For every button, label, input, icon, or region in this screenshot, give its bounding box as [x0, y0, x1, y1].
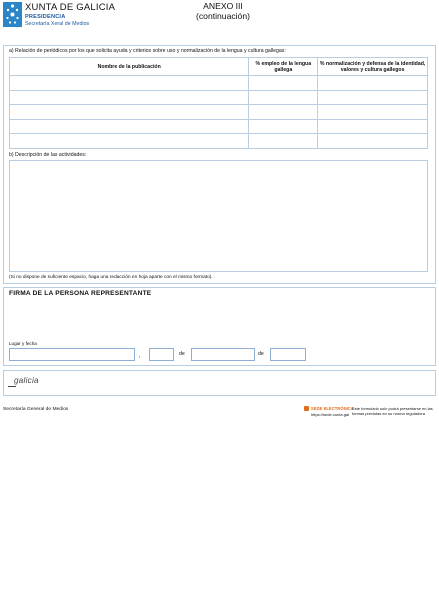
day-input[interactable]	[149, 348, 174, 361]
space-note: (Si no dispone de suficiente espacio, haga una redacción en hoja aparte con el mismo formato).	[9, 275, 213, 280]
table-header-row	[10, 58, 428, 76]
footer-note: Este formulario solo podrá presentarse en las formas previstas en su norma reguladora	[352, 406, 433, 416]
publication-name-cell[interactable]	[10, 119, 249, 134]
org-name: XUNTA DE GALICIA	[25, 2, 116, 13]
normalization-cell[interactable]	[318, 90, 428, 105]
sede-electronica-link[interactable]: https://sede.xunta.gal	[311, 412, 350, 417]
month-input[interactable]	[191, 348, 255, 361]
publications-table	[9, 57, 428, 149]
xunta-logo-icon	[3, 2, 22, 27]
column-header-galician-use: % empleo de la lengua gallega	[249, 58, 318, 76]
footer-secretariat: Secretaría General de Medios	[3, 407, 69, 412]
activities-description-field[interactable]	[9, 160, 428, 272]
place-input[interactable]	[9, 348, 135, 361]
signature-title: FIRMA DE LA PERSONA REPRESENTANTE	[9, 290, 152, 297]
normalization-cell[interactable]	[318, 134, 428, 149]
section-a-title: a) Relación de periódicos por los que solicita ayuda y criterios sobre uso y normalización de la lengua y cultura gallegas:	[9, 48, 286, 54]
galician-use-cell[interactable]	[249, 90, 318, 105]
publication-name-cell[interactable]	[10, 76, 249, 91]
sede-electronica-label: SEDE ELECTRÓNICA	[311, 406, 354, 411]
secretariat-name: Secretaría Xeral de Medios	[25, 21, 90, 27]
galicia-logo-mark	[8, 386, 16, 387]
column-header-publication: Nombre de la publicación	[10, 58, 249, 76]
galician-use-cell[interactable]	[249, 76, 318, 91]
publication-name-cell[interactable]	[10, 90, 249, 105]
galician-use-cell[interactable]	[249, 119, 318, 134]
galician-use-cell[interactable]	[249, 134, 318, 149]
table-row	[10, 90, 428, 105]
publication-name-cell[interactable]	[10, 134, 249, 149]
year-input[interactable]	[270, 348, 306, 361]
normalization-cell[interactable]	[318, 119, 428, 134]
annex-heading	[188, 1, 258, 21]
galician-use-cell[interactable]	[249, 105, 318, 120]
table-row	[10, 134, 428, 149]
table-row	[10, 119, 428, 134]
comma-separator: ,	[139, 353, 141, 359]
de-label-1: de	[179, 351, 185, 357]
table-row	[10, 105, 428, 120]
place-date-label: Lugar y fecha	[9, 341, 37, 346]
section-b-title: b) Descripción de las actividades:	[9, 152, 87, 158]
de-label-2: de	[258, 351, 264, 357]
annex-subtitle: (continuación)	[196, 11, 250, 21]
galicia-brand-frame	[3, 370, 436, 396]
normalization-cell[interactable]	[318, 105, 428, 120]
column-header-normalization: % normalización y defensa de la identidad, valores y cultura gallegos	[318, 58, 428, 76]
annex-title: ANEXO III	[203, 1, 243, 11]
department-name: PRESIDENCIA	[25, 14, 66, 20]
table-row	[10, 76, 428, 91]
publication-name-cell[interactable]	[10, 105, 249, 120]
normalization-cell[interactable]	[318, 76, 428, 91]
galicia-logo: galicia	[14, 376, 39, 385]
sede-electronica-icon	[304, 406, 309, 411]
